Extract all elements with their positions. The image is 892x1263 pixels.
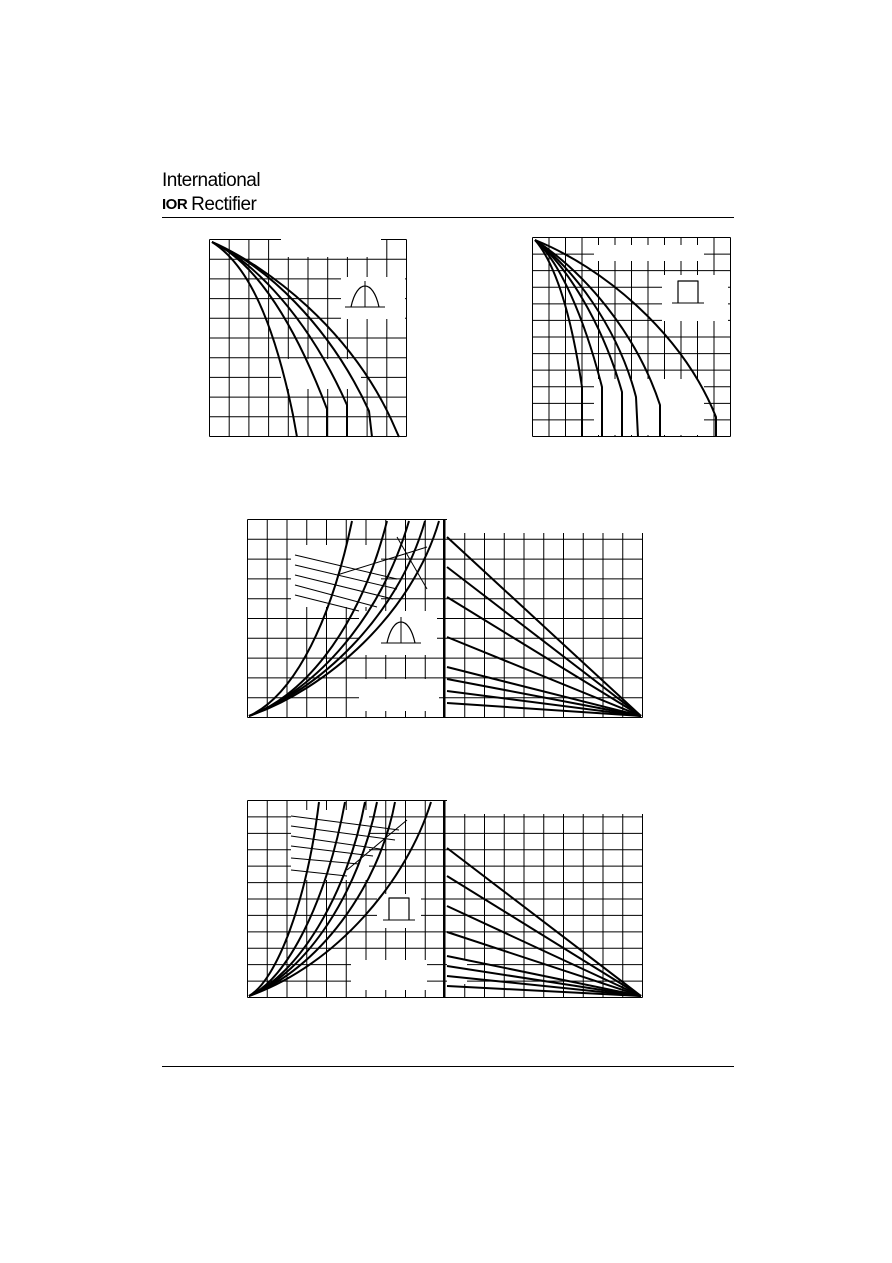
label-mask: [359, 679, 439, 711]
legend-mask: [662, 275, 728, 321]
title-mask: [594, 245, 704, 261]
chart-bottom: [247, 800, 643, 998]
chart-middle: [247, 519, 643, 718]
title-mask: [281, 239, 381, 257]
label-mask: [351, 960, 427, 990]
footer-divider: [162, 1066, 734, 1067]
series-line: [212, 242, 399, 437]
legend-mask: [341, 277, 405, 319]
title-mask: [447, 519, 643, 533]
brand-name-line1: International: [162, 170, 261, 191]
brand-logo-mark: IOR: [162, 196, 188, 213]
brand-name-line2-row: [162, 194, 256, 216]
header-divider: [162, 217, 734, 218]
chart-top-right: [532, 237, 731, 437]
legend-mask: [377, 894, 421, 928]
label-mask: [447, 960, 467, 984]
company-logo: [162, 170, 282, 220]
title-mask: [447, 800, 643, 814]
legend-mask: [359, 611, 437, 655]
label-mask: [594, 379, 704, 435]
chart-top-left: [209, 239, 407, 437]
brand-name-line2: Rectifier: [191, 194, 257, 215]
